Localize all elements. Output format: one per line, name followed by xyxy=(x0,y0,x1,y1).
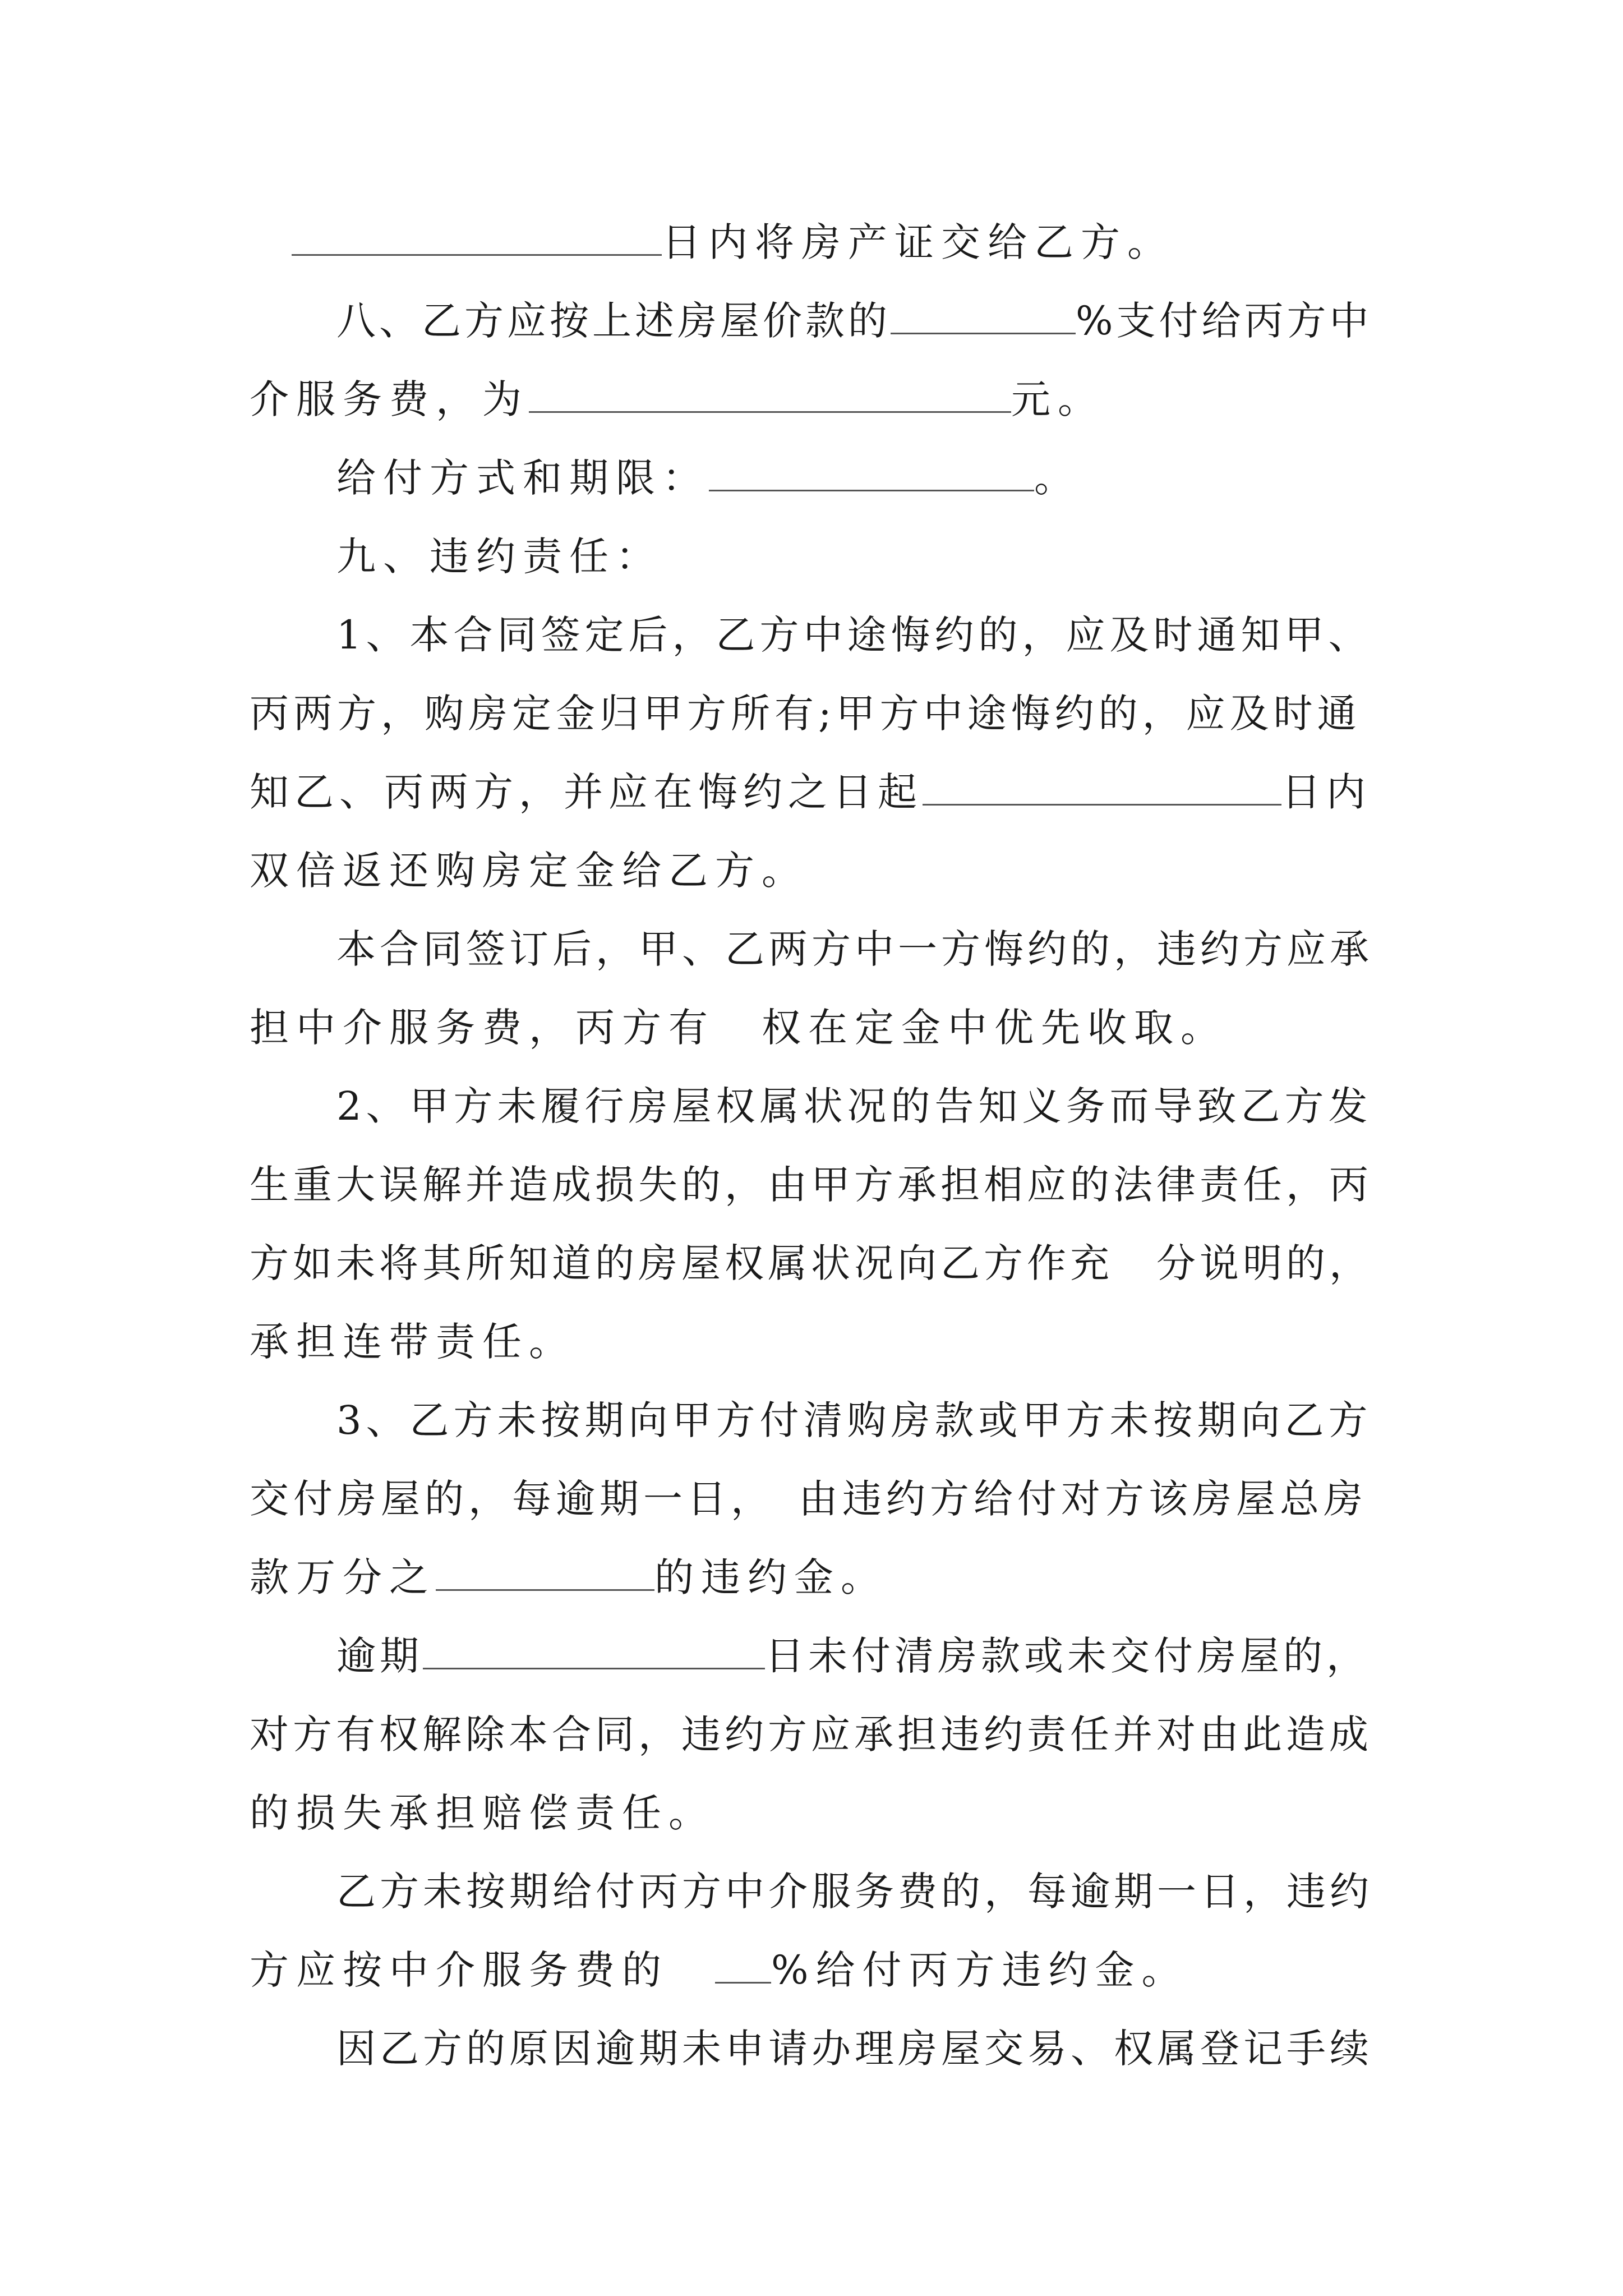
text-segment: 2、甲方未履行房屋权属状况的告知义务而导致乙方发 xyxy=(336,1083,1372,1129)
text-line xyxy=(250,1151,1372,1218)
text-line xyxy=(250,366,1104,433)
fill-blank xyxy=(891,298,1076,334)
text-line xyxy=(250,1779,715,1847)
text-segment: 方如未将其所知道的房屋权属状况向乙方作充 分说明的， xyxy=(250,1240,1372,1286)
text-segment: %支付给丙方中 xyxy=(1076,298,1372,344)
text-segment: 给付方式和期限： xyxy=(336,455,709,501)
text-line xyxy=(336,1387,1372,1454)
text-segment: 交付房屋的，每逾期一日， 由违约方给付对方该房屋总房 xyxy=(250,1476,1367,1522)
text-line xyxy=(250,1465,1367,1533)
text-segment: 知乙、丙两方，并应在悔约之日起 xyxy=(250,769,923,815)
text-segment: 日未付清房款或未交付房屋的， xyxy=(765,1633,1370,1679)
text-line xyxy=(250,1936,1188,2004)
fill-blank xyxy=(292,219,662,256)
text-segment: 因乙方的原因逾期未申请办理房屋交易、权属登记手续 xyxy=(336,2026,1373,2072)
text-segment: 款万分之 xyxy=(250,1554,436,1600)
text-line xyxy=(250,837,808,904)
text-segment: 日内将房产证交给乙方。 xyxy=(662,219,1174,265)
fill-blank xyxy=(709,455,1034,491)
text-segment: 的违约金。 xyxy=(654,1554,887,1600)
text-segment: %给付丙方违约金。 xyxy=(771,1947,1188,1993)
text-segment: 乙方未按期给付丙方中介服务费的，每逾期一日，违约 xyxy=(336,1869,1373,1915)
text-segment: 丙两方，购房定金归甲方所有;甲方中途悔约的，应及时通 xyxy=(250,691,1361,737)
fill-blank xyxy=(923,769,1281,806)
fill-blank xyxy=(529,376,1011,413)
text-segment: 元。 xyxy=(1011,376,1104,422)
fill-blank xyxy=(423,1633,765,1669)
text-segment: 九、违约责任： xyxy=(336,533,662,579)
text-line xyxy=(250,1544,887,1611)
text-segment: 担中介服务费，丙方有 权在定金中优先收取。 xyxy=(250,1005,1227,1051)
text-line xyxy=(250,1230,1372,1297)
text-line xyxy=(250,1701,1372,1768)
text-segment: 介服务费，为 xyxy=(250,376,529,422)
text-segment: 八、乙方应按上述房屋价款的 xyxy=(336,298,891,344)
text-line xyxy=(336,2015,1373,2082)
text-line xyxy=(336,444,1081,512)
text-line xyxy=(250,680,1361,747)
text-segment: 双倍返还购房定金给乙方。 xyxy=(250,848,808,894)
text-line xyxy=(250,994,1227,1061)
text-segment: 对方有权解除本合同，违约方应承担违约责任并对由此造成 xyxy=(250,1711,1372,1757)
text-segment: 。 xyxy=(1034,455,1081,501)
text-line xyxy=(336,1073,1372,1140)
text-line xyxy=(336,601,1372,669)
text-line xyxy=(250,1308,575,1375)
text-line xyxy=(336,287,1372,355)
fill-blank xyxy=(715,1947,771,1984)
text-line xyxy=(336,1858,1373,1925)
text-segment: 生重大误解并造成损失的，由甲方承担相应的法律责任，丙 xyxy=(250,1162,1372,1208)
text-segment: 1、本合同签定后，乙方中途悔约的，应及时通知甲、 xyxy=(336,612,1372,658)
text-segment: 本合同签订后，甲、乙两方中一方悔约的，违约方应承 xyxy=(336,926,1373,972)
text-line xyxy=(336,1622,1370,1690)
text-line xyxy=(250,758,1371,826)
text-line xyxy=(292,209,1174,276)
text-segment: 3、乙方未按期向甲方付清购房款或甲方未按期向乙方 xyxy=(336,1397,1372,1443)
fill-blank xyxy=(436,1554,654,1591)
text-segment: 承担连带责任。 xyxy=(250,1319,575,1365)
text-segment: 日内 xyxy=(1281,769,1371,815)
section-heading xyxy=(336,523,662,590)
text-line xyxy=(336,915,1373,983)
text-segment: 逾期 xyxy=(336,1633,423,1679)
text-segment: 的损失承担赔偿责任。 xyxy=(250,1790,715,1836)
text-segment: 方应按中介服务费的 xyxy=(250,1947,715,1993)
